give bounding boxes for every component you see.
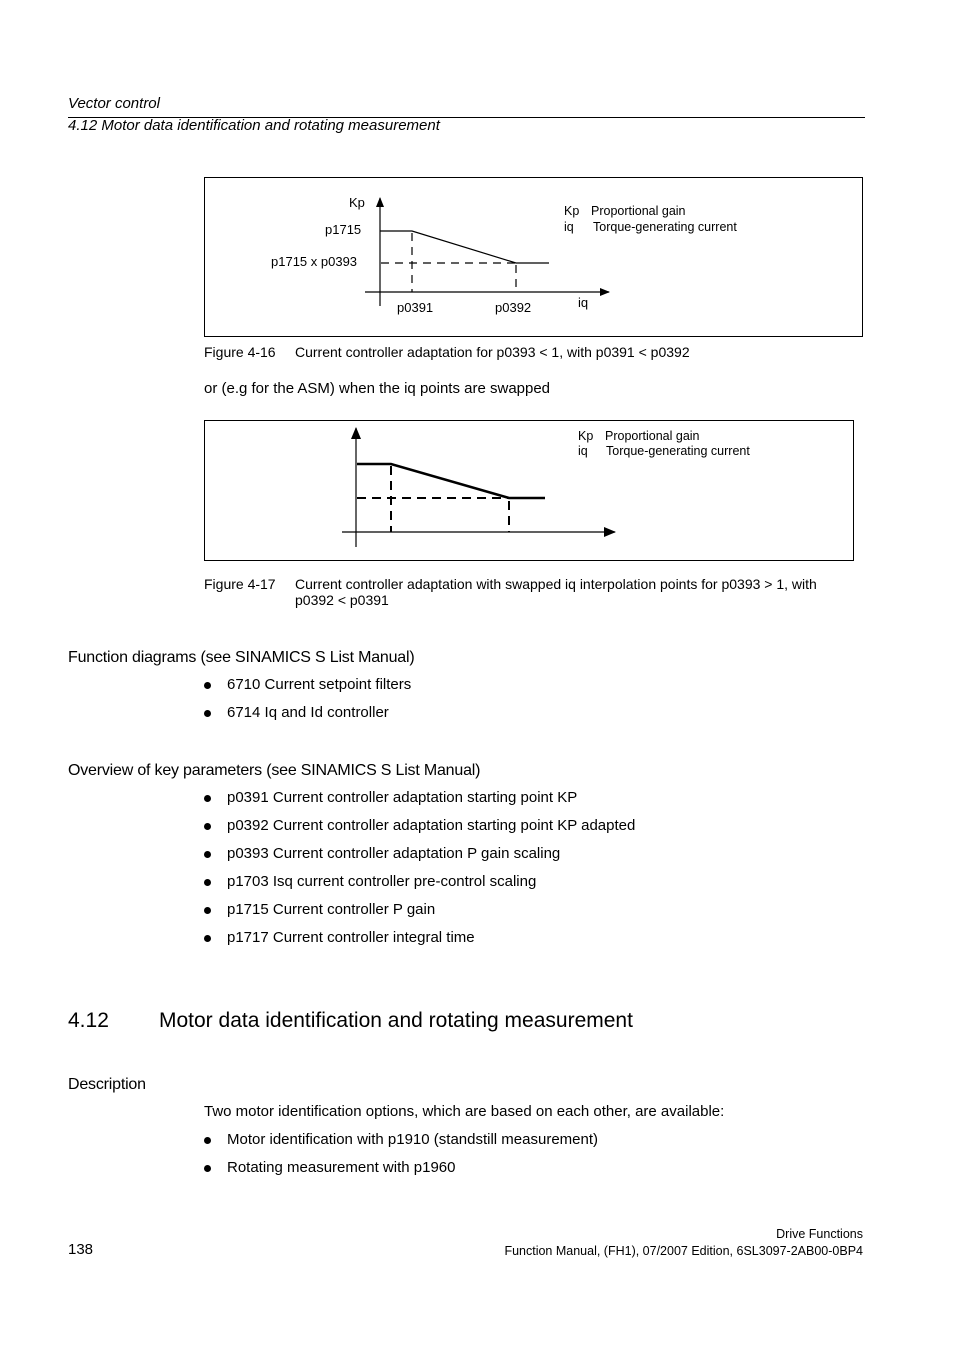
bullet-icon (204, 907, 211, 914)
legend-kp-symbol: Kp (564, 204, 580, 218)
section-number: 4.12 (68, 1009, 109, 1032)
description-text: Two motor identification options, which are based on each other, are available: (204, 1103, 725, 1120)
legend-kp-text: Proportional gain (605, 429, 700, 443)
legend-iq-text: Torque-generating current (593, 220, 737, 234)
intro-text: or (e.g for the ASM) when the iq points are swapped (204, 380, 551, 397)
legend-kp-symbol: Kp (578, 429, 594, 443)
list-item: p1717 Current controller integral time (204, 929, 854, 957)
bullet-icon (204, 823, 211, 830)
function-diagrams-heading: Function diagrams (see SINAMICS S List Manual) (68, 649, 415, 666)
running-header-chapter: Vector control (68, 95, 160, 112)
caption-number: Figure 4-16 (204, 344, 276, 360)
label-kp: Kp (349, 195, 365, 210)
bullet-icon (204, 1165, 211, 1172)
list-item: p0393 Current controller adaptation P gain scaling (204, 845, 854, 873)
label-p0391: p0391 (397, 300, 434, 315)
key-parameters-list (204, 789, 854, 957)
legend-iq-text: Torque-generating current (606, 444, 750, 458)
kp-curve (357, 464, 545, 498)
figure-4-17-diagram (205, 421, 853, 560)
bullet-icon (204, 935, 211, 942)
list-item: p0392 Current controller adaptation starting point KP adapted (204, 817, 854, 845)
figure-4-17-caption (204, 576, 864, 610)
bullet-icon (204, 710, 211, 717)
legend-iq-symbol: iq (578, 444, 588, 458)
label-p0392: p0392 (495, 300, 532, 315)
bullet-icon (204, 1137, 211, 1144)
list-item: p1703 Isq current controller pre-control scaling (204, 873, 854, 901)
list-item: p0391 Current controller adaptation starting point KP (204, 789, 854, 817)
legend-kp-text: Proportional gain (591, 204, 686, 218)
bullet-icon (204, 682, 211, 689)
label-iq: iq (578, 295, 589, 310)
key-parameters-heading: Overview of key parameters (see SINAMICS S List Manual) (68, 762, 481, 779)
running-header-section: 4.12 Motor data identification and rotating measurement (68, 117, 440, 134)
caption-text: Current controller adaptation with swapped iq interpolation points for p0393 > 1, with p0392 < p0391 (295, 576, 817, 608)
footer-manual: Function Manual, (FH1), 07/2007 Edition, 6SL3097-2AB00-0BP4 (504, 1244, 863, 1258)
figure-4-16 (204, 177, 863, 337)
list-item: 6710 Current setpoint filters (204, 676, 854, 704)
footer-title: Drive Functions (776, 1227, 863, 1241)
figure-4-17 (204, 420, 854, 561)
list-item: p1715 Current controller P gain (204, 901, 854, 929)
caption-number: Figure 4-17 (204, 576, 276, 592)
kp-curve (380, 231, 549, 263)
page-number: 138 (68, 1241, 94, 1258)
figure-4-16-diagram (205, 178, 862, 336)
label-p1715: p1715 (325, 222, 362, 237)
legend-iq-symbol: iq (564, 220, 574, 234)
function-diagrams-list (204, 676, 854, 732)
list-item: Motor identification with p1910 (standstill measurement) (204, 1131, 854, 1159)
section-title: Motor data identification and rotating measurement (159, 1009, 633, 1032)
list-item: Rotating measurement with p1960 (204, 1159, 854, 1187)
list-item: 6714 Iq and Id controller (204, 704, 854, 732)
bullet-icon (204, 795, 211, 802)
description-list (204, 1131, 854, 1187)
bullet-icon (204, 851, 211, 858)
caption-text: Current controller adaptation for p0393 < 1, with p0391 < p0392 (295, 344, 690, 360)
label-p1715-x-p0393: p1715 x p0393 (271, 254, 358, 269)
figure-4-16-caption (204, 344, 864, 362)
bullet-icon (204, 879, 211, 886)
description-heading: Description (68, 1076, 146, 1093)
